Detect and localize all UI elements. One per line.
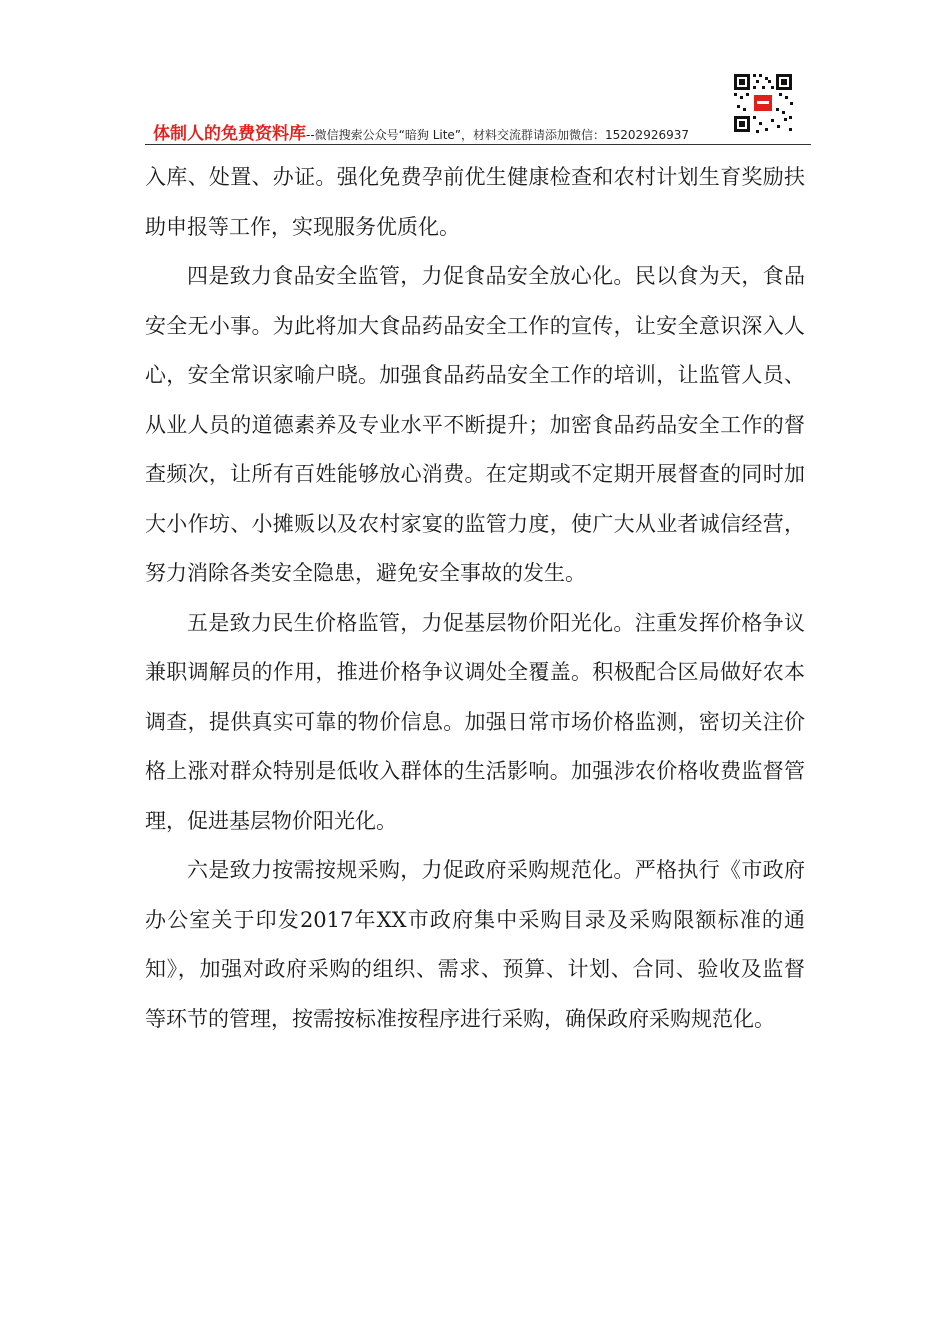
header-text — [153, 119, 689, 144]
paragraph: 入库、处置、办证。强化免费孕前优生健康检查和农村计划生育奖励扶助申报等工作，实现服务优质化。 — [145, 165, 805, 239]
document-body — [145, 153, 805, 1044]
header-divider — [145, 144, 811, 145]
paragraph: 六是致力按需按规采购，力促政府采购规范化。严格执行《市政府办公室关于印发2017年XX市政府集中采购目录及采购限额标准的通知》，加强对政府采购的组织、需求、预算、计划、合同、验收及监督等环节的管理，按需按标准按程序进行采购，确保政府采购规范化。 — [145, 858, 805, 1031]
page-header — [145, 72, 811, 146]
qr-code-icon — [732, 72, 794, 134]
brand-name: 体制人的免费资料库 — [153, 124, 306, 144]
paragraph: 五是致力民生价格监管，力促基层物价阳光化。注重发挥价格争议兼职调解员的作用，推进价格争议调处全覆盖。积极配合区局做好农本调查，提供真实可靠的物价信息。加强日常市场价格监测，密切关注价格上涨对群众特别是低收入群体的生活影响。加强涉农价格收费监督管理，促进基层物价阳光化。 — [145, 610, 805, 833]
paragraph: 四是致力食品安全监管，力促食品安全放心化。民以食为天，食品安全无小事。为此将加大食品药品安全工作的宣传，让安全意识深入人心，安全常识家喻户晓。加强食品药品安全工作的培训，让监管人员、从业人员的道德素养及专业水平不断提升；加密食品药品安全工作的督查频次，让所有百姓能够放心消费。在定期或不定期开展督查的同时加大小作坊、小摊贩以及农村家宴的监管力度，使广大从业者诚信经营，努力消除各类安全隐患，避免安全事故的发生。 — [145, 264, 805, 585]
header-tagline: --微信搜索公众号“暗狗 Lite”，材料交流群请添加微信：15202926937 — [306, 128, 689, 142]
